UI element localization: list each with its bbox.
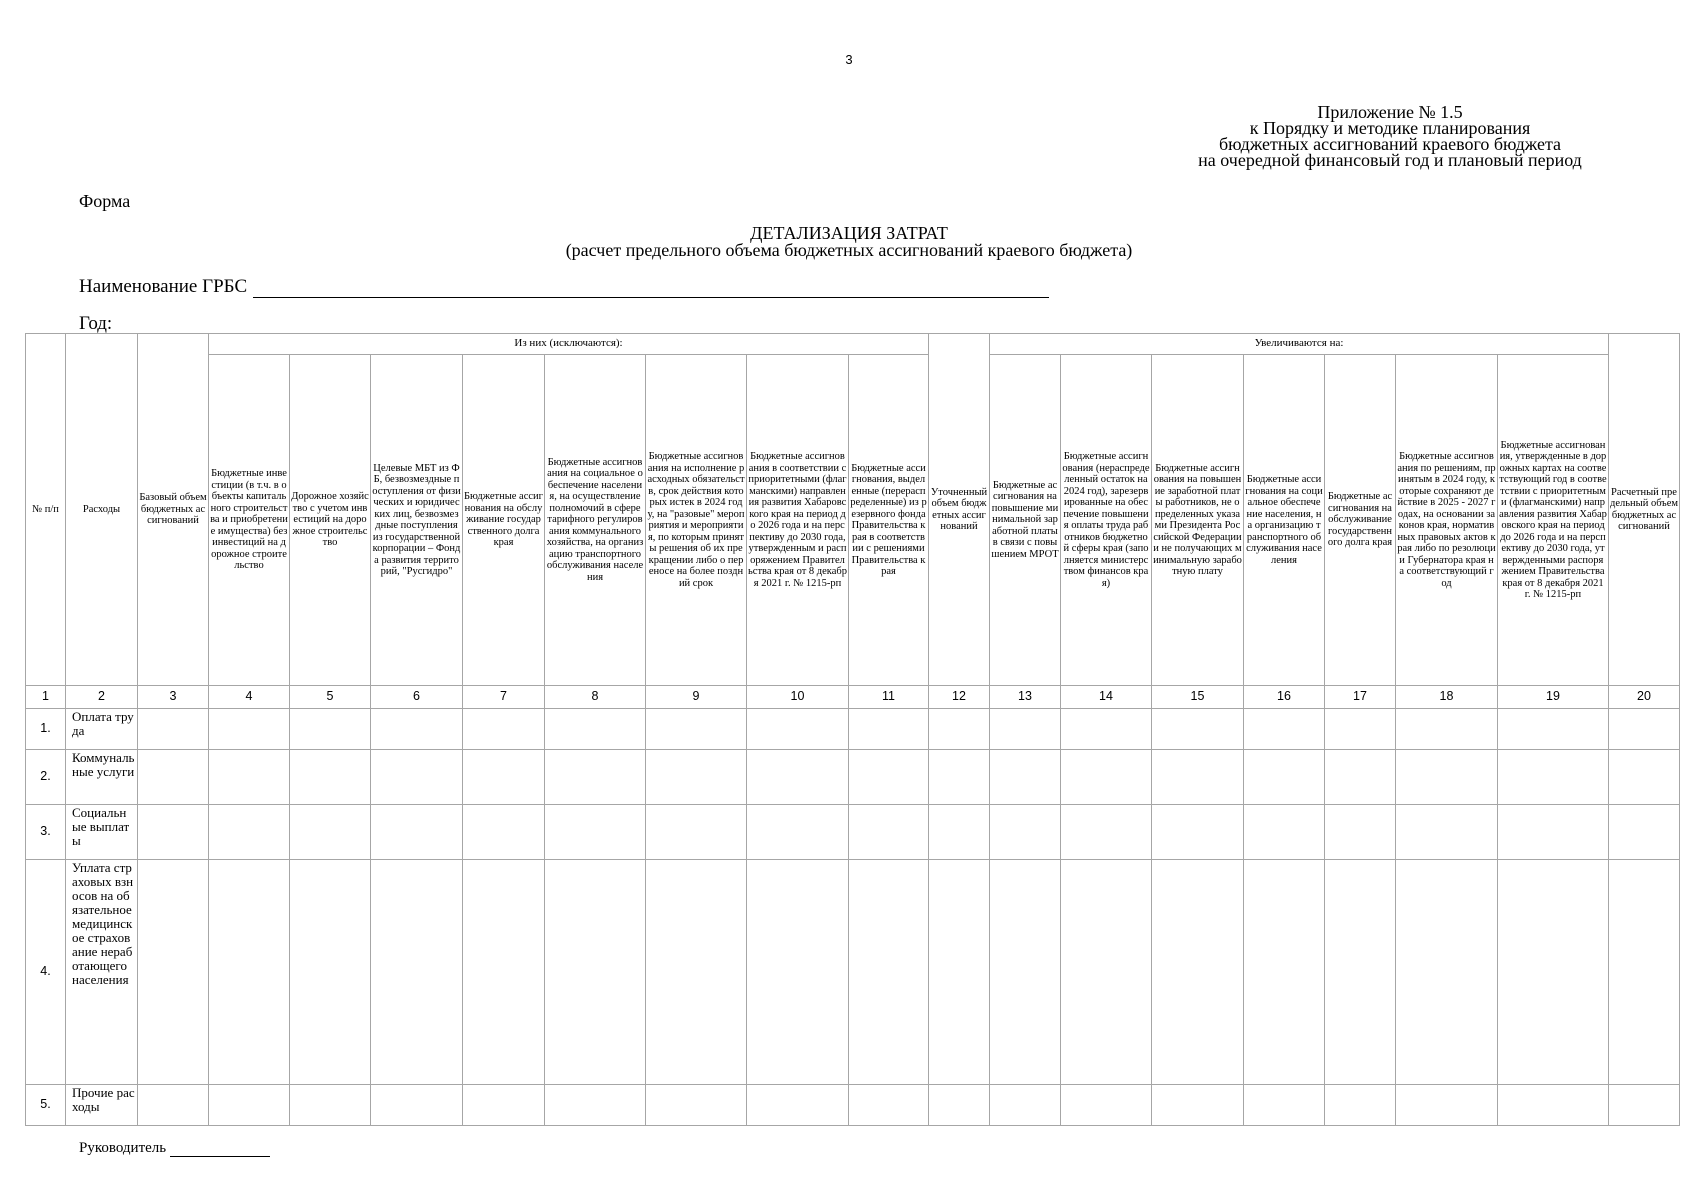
table-cell-col-5[interactable] <box>290 860 371 1085</box>
table-cell-col-5[interactable] <box>290 709 371 750</box>
table-cell-col-8[interactable] <box>545 860 646 1085</box>
grbs-row <box>79 276 1049 298</box>
table-cell-col-5[interactable] <box>290 750 371 805</box>
column-number: 17 <box>1325 686 1396 709</box>
table-cell-col-7[interactable] <box>463 750 545 805</box>
table-cell-col-19[interactable] <box>1498 805 1609 860</box>
table-cell-col-8[interactable] <box>545 805 646 860</box>
table-cell-col-14[interactable] <box>1061 750 1152 805</box>
table-cell-col-3[interactable] <box>138 805 209 860</box>
table-cell-col-9[interactable] <box>646 860 747 1085</box>
header-col-16: Бюджетные ассигнования на социальное обеспечение населения, на организацию транспортного обслуживания населения <box>1244 355 1325 686</box>
grbs-input-line[interactable] <box>253 279 1049 298</box>
header-col-9: Бюджетные ассигнования на исполнение расходных обязательств, срок действия которых истек в 2024 году, на "разовые" мероприятия и мероприятия, по которым приняты решения об их прекращении либо о переносе на более поздний срок <box>646 355 747 686</box>
table-cell-col-14[interactable] <box>1061 709 1152 750</box>
table-cell-col-12[interactable] <box>929 860 990 1085</box>
table-cell-col-12[interactable] <box>929 709 990 750</box>
table-cell-col-6[interactable] <box>371 709 463 750</box>
header-col-15: Бюджетные ассигнования на повышение заработной платы работников, не определенных указами Президента Российской Федерации и не получающих минимальную заработную плату <box>1152 355 1244 686</box>
table-cell-col-15[interactable] <box>1152 709 1244 750</box>
table-cell-col-13[interactable] <box>990 709 1061 750</box>
table-cell-col-3[interactable] <box>138 709 209 750</box>
table-cell-col-19[interactable] <box>1498 709 1609 750</box>
header-col-4: Бюджетные инвестиции (в т.ч. в объекты капитального строительства и приобретение имущества) без инвестиций на дорожное строительство <box>209 355 290 686</box>
table-cell-col-11[interactable] <box>849 860 929 1085</box>
table-cell-col-17[interactable] <box>1325 860 1396 1085</box>
column-number: 2 <box>66 686 138 709</box>
row-expense-name: Социальные выплаты <box>66 805 138 860</box>
table-cell-col-6[interactable] <box>371 860 463 1085</box>
column-number: 8 <box>545 686 646 709</box>
signature-line[interactable] <box>170 1142 270 1157</box>
table-cell-col-4[interactable] <box>209 1085 290 1126</box>
table-row <box>26 805 1680 860</box>
signature-row <box>79 1140 270 1157</box>
table-cell-col-10[interactable] <box>747 709 849 750</box>
table-cell-col-15[interactable] <box>1152 750 1244 805</box>
table-cell-col-20[interactable] <box>1609 805 1680 860</box>
cost-detail-table <box>25 333 1680 1126</box>
table-cell-col-6[interactable] <box>371 1085 463 1126</box>
header-col-3: Базовый объем бюджетных ассигнований <box>138 334 209 686</box>
title-subtitle: (расчет предельного объема бюджетных ассигнований краевого бюджета) <box>565 240 1133 260</box>
table-cell-col-7[interactable] <box>463 1085 545 1126</box>
table-cell-col-16[interactable] <box>1244 709 1325 750</box>
header-group-increased: Увеличиваются на: <box>990 334 1609 355</box>
table-cell-col-14[interactable] <box>1061 1085 1152 1126</box>
title-main: ДЕТАЛИЗАЦИЯ ЗАТРАТ <box>750 223 948 243</box>
table-cell-col-5[interactable] <box>290 805 371 860</box>
table-cell-col-8[interactable] <box>545 750 646 805</box>
table-cell-col-8[interactable] <box>545 1085 646 1126</box>
header-col-19: Бюджетные ассигнования, утвержденные в дорожных картах на соответствующий год в соответствии с приоритетными (флагманскими) направления развития Хабаровского края на период до 2026 года и на перспективу до 2030 года, утвержденными распоряжением Правительства края от 8 декабря 2021 г. № 1215-рп <box>1498 355 1609 686</box>
table-cell-col-14[interactable] <box>1061 860 1152 1085</box>
header-col-11: Бюджетные ассигнования, выделенные (перераспределенные) из резервного фонда Правительства края в соответствии с решениями Правительства края <box>849 355 929 686</box>
table-cell-col-7[interactable] <box>463 709 545 750</box>
table-cell-col-19[interactable] <box>1498 860 1609 1085</box>
row-expense-name: Оплата труда <box>66 709 138 750</box>
table-cell-col-20[interactable] <box>1609 860 1680 1085</box>
table-cell-col-10[interactable] <box>747 805 849 860</box>
column-number: 7 <box>463 686 545 709</box>
table-cell-col-10[interactable] <box>747 750 849 805</box>
table-cell-col-7[interactable] <box>463 805 545 860</box>
row-expense-name: Коммунальные услуги <box>66 750 138 805</box>
table-cell-col-17[interactable] <box>1325 1085 1396 1126</box>
table-cell-col-17[interactable] <box>1325 805 1396 860</box>
table-cell-col-16[interactable] <box>1244 1085 1325 1126</box>
column-number-row <box>26 686 1680 709</box>
table-cell-col-14[interactable] <box>1061 805 1152 860</box>
table-cell-col-15[interactable] <box>1152 860 1244 1085</box>
table-cell-col-11[interactable] <box>849 709 929 750</box>
table-cell-col-5[interactable] <box>290 1085 371 1126</box>
table-cell-col-15[interactable] <box>1152 805 1244 860</box>
table-cell-col-17[interactable] <box>1325 709 1396 750</box>
header-group-excluded: Из них (исключаются): <box>209 334 929 355</box>
column-number: 15 <box>1152 686 1244 709</box>
table-cell-col-16[interactable] <box>1244 750 1325 805</box>
column-number: 4 <box>209 686 290 709</box>
table-cell-col-13[interactable] <box>990 750 1061 805</box>
header-col-18: Бюджетные ассигнования по решениям, принятым в 2024 году, которые сохраняют действие в 2025 - 2027 годах, на основании законов края, нормативных правовых актов края либо по резолюции Губернатора края на соответствующий год <box>1396 355 1498 686</box>
grbs-label: Наименование ГРБС <box>79 276 248 297</box>
appendix-line-2: к Порядку и методике планирования <box>1249 118 1531 138</box>
appendix-line-3: бюджетных ассигнований краевого бюджета <box>1218 134 1562 154</box>
table-cell-col-16[interactable] <box>1244 805 1325 860</box>
column-number: 20 <box>1609 686 1680 709</box>
column-number: 13 <box>990 686 1061 709</box>
table-cell-col-18[interactable] <box>1396 860 1498 1085</box>
header-col-17: Бюджетные ассигнования на обслуживание государственного долга края <box>1325 355 1396 686</box>
row-expense-name: Уплата страховых взносов на обязательное медицинское страхование неработающего населения <box>66 860 138 1085</box>
appendix-block <box>1130 104 1650 168</box>
table-cell-col-3[interactable] <box>138 1085 209 1126</box>
column-number: 3 <box>138 686 209 709</box>
table-cell-col-4[interactable] <box>209 709 290 750</box>
appendix-line-1: Приложение № 1.5 <box>1317 102 1463 122</box>
table-cell-col-6[interactable] <box>371 805 463 860</box>
row-number: 2. <box>26 750 66 805</box>
table-cell-col-10[interactable] <box>747 1085 849 1126</box>
table-cell-col-12[interactable] <box>929 805 990 860</box>
column-number: 16 <box>1244 686 1325 709</box>
table-cell-col-3[interactable] <box>138 860 209 1085</box>
table-cell-col-12[interactable] <box>929 750 990 805</box>
column-number: 12 <box>929 686 990 709</box>
column-number: 11 <box>849 686 929 709</box>
header-col-8: Бюджетные ассигнования на социальное обеспечение населения, на осуществление полномочий в сфере тарифного регулирования коммунального хозяйства, на организацию транспортного обслуживания населения <box>545 355 646 686</box>
table-row <box>26 1085 1680 1126</box>
table-row <box>26 750 1680 805</box>
table-cell-col-18[interactable] <box>1396 750 1498 805</box>
form-label: Форма <box>79 191 131 211</box>
document-title <box>0 225 1698 259</box>
table-cell-col-11[interactable] <box>849 1085 929 1126</box>
table-cell-col-18[interactable] <box>1396 805 1498 860</box>
table-cell-col-13[interactable] <box>990 805 1061 860</box>
signature-label: Руководитель <box>79 1140 167 1156</box>
table-cell-col-17[interactable] <box>1325 750 1396 805</box>
header-col-20: Расчетный предельный объем бюджетных ассигнований <box>1609 334 1680 686</box>
table-cell-col-9[interactable] <box>646 1085 747 1126</box>
table-cell-col-20[interactable] <box>1609 709 1680 750</box>
table-row <box>26 709 1680 750</box>
column-number: 5 <box>290 686 371 709</box>
column-number: 19 <box>1498 686 1609 709</box>
table-cell-col-4[interactable] <box>209 860 290 1085</box>
table-cell-col-9[interactable] <box>646 709 747 750</box>
table-cell-col-20[interactable] <box>1609 750 1680 805</box>
table-row <box>26 860 1680 1085</box>
header-col-1: № п/п <box>26 334 66 686</box>
table-cell-col-15[interactable] <box>1152 1085 1244 1126</box>
table-cell-col-6[interactable] <box>371 750 463 805</box>
header-col-2: Расходы <box>66 334 138 686</box>
row-number: 5. <box>26 1085 66 1126</box>
table-cell-col-11[interactable] <box>849 750 929 805</box>
table-cell-col-13[interactable] <box>990 860 1061 1085</box>
row-number: 4. <box>26 860 66 1085</box>
year-label: Год: <box>79 313 113 334</box>
header-col-13: Бюджетные ассигнования на повышение минимальной заработной платы в связи с повышением МРОТ <box>990 355 1061 686</box>
column-number: 6 <box>371 686 463 709</box>
page-number: 3 <box>845 52 853 67</box>
column-number: 14 <box>1061 686 1152 709</box>
table-cell-col-9[interactable] <box>646 750 747 805</box>
row-expense-name: Прочие расходы <box>66 1085 138 1126</box>
table-cell-col-9[interactable] <box>646 805 747 860</box>
header-col-14: Бюджетные ассигнования (нераспределенный остаток на 2024 год), зарезервированные на обеспечение повышения оплаты труда работников бюджетной сферы края (заполняется министерством финансов края) <box>1061 355 1152 686</box>
table-cell-col-20[interactable] <box>1609 1085 1680 1126</box>
column-number: 9 <box>646 686 747 709</box>
row-number: 3. <box>26 805 66 860</box>
table-cell-col-7[interactable] <box>463 860 545 1085</box>
header-col-5: Дорожное хозяйство с учетом инвестиций на дорожное строительство <box>290 355 371 686</box>
table-cell-col-4[interactable] <box>209 750 290 805</box>
column-number: 10 <box>747 686 849 709</box>
table-cell-col-8[interactable] <box>545 709 646 750</box>
header-col-10: Бюджетные ассигнования в соответствии с приоритетными (флагманскими) направления развития Хабаровского края на период до 2026 года и на перспективу до 2030 года, утвержденным и распоряжением Правительства края от 8 декабря 2021 г. № 1215-рп <box>747 355 849 686</box>
table-cell-col-19[interactable] <box>1498 1085 1609 1126</box>
table-cell-col-13[interactable] <box>990 1085 1061 1126</box>
appendix-line-4: на очередной финансовый год и плановый период <box>1198 150 1582 170</box>
table-cell-col-18[interactable] <box>1396 1085 1498 1126</box>
table-cell-col-11[interactable] <box>849 805 929 860</box>
table-cell-col-3[interactable] <box>138 750 209 805</box>
column-number: 1 <box>26 686 66 709</box>
header-col-7: Бюджетные ассигнования на обслуживание государственного долга края <box>463 355 545 686</box>
column-number: 18 <box>1396 686 1498 709</box>
header-col-6: Целевые МБТ из ФБ, безвозмездные поступления от физических и юридических лиц, безвозмездные поступления из государственной корпорации – Фонда развития территорий, "Русгидро" <box>371 355 463 686</box>
table-cell-col-10[interactable] <box>747 860 849 1085</box>
table-cell-col-16[interactable] <box>1244 860 1325 1085</box>
table-cell-col-19[interactable] <box>1498 750 1609 805</box>
header-col-12: Уточненный объем бюджетных ассигнований <box>929 334 990 686</box>
table-cell-col-4[interactable] <box>209 805 290 860</box>
table-cell-col-18[interactable] <box>1396 709 1498 750</box>
table-cell-col-12[interactable] <box>929 1085 990 1126</box>
row-number: 1. <box>26 709 66 750</box>
